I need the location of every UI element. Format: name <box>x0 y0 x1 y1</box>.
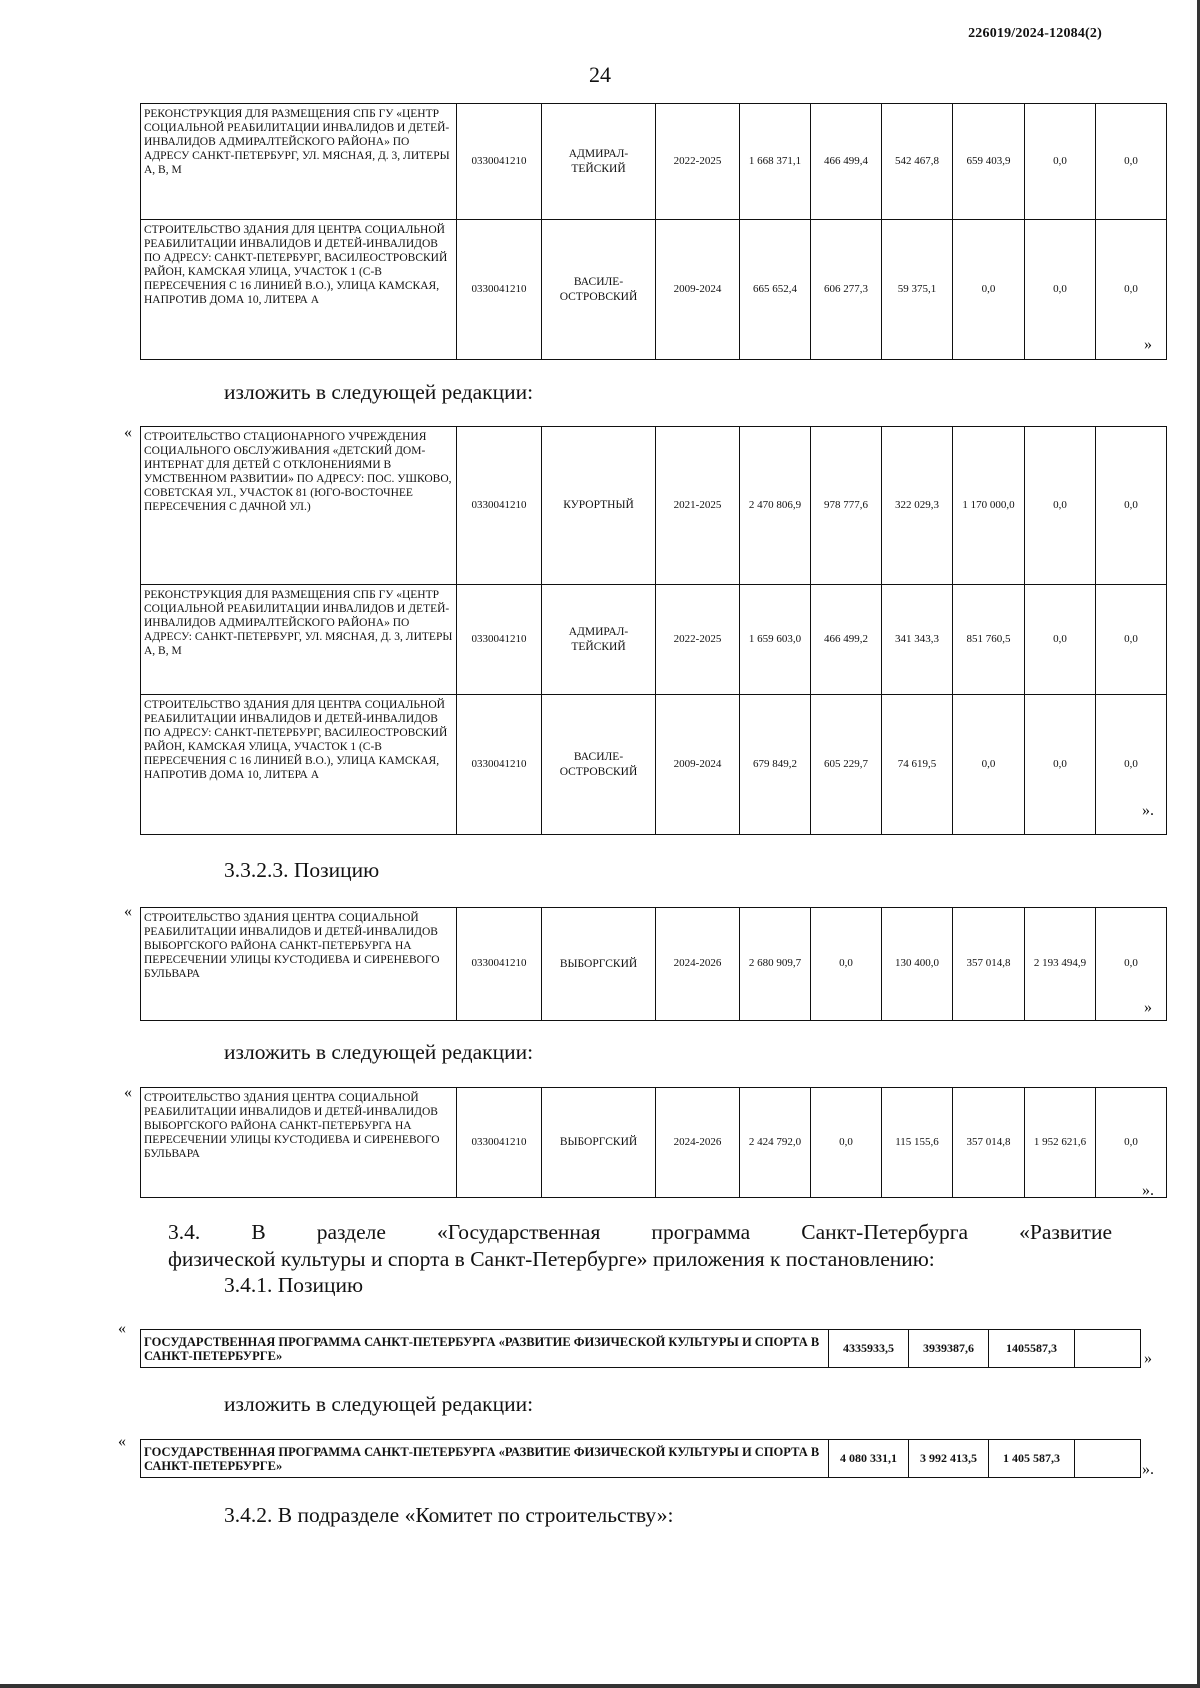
period: 2021-2025 <box>656 427 740 585</box>
year-value: 0,0 <box>1096 427 1167 585</box>
year-value: 0,0 <box>1096 585 1167 695</box>
year-value: 851 760,5 <box>953 585 1025 695</box>
year-value: 130 400,0 <box>882 908 953 1021</box>
total-cost: 2 680 909,7 <box>740 908 811 1021</box>
table-new-position <box>140 1087 1167 1198</box>
document-number: 226019/2024-12084(2) <box>968 26 1102 41</box>
period: 2022-2025 <box>656 585 740 695</box>
opening-quote: « <box>118 1433 126 1450</box>
program-row-new <box>140 1439 1141 1478</box>
program-name: ГОСУДАРСТВЕННАЯ ПРОГРАММА САНКТ-ПЕТЕРБУРГА «РАЗВИТИЕ ФИЗИЧЕСКОЙ КУЛЬТУРЫ И СПОРТА В САНКТ-ПЕТЕРБУРГЕ» <box>141 1440 829 1478</box>
amendment-text: изложить в следующей редакции: <box>224 1392 534 1416</box>
program-row-old <box>140 1329 1141 1368</box>
total-cost: 2 470 806,9 <box>740 427 811 585</box>
program-value <box>1075 1330 1141 1368</box>
total-cost: 679 849,2 <box>740 695 811 835</box>
table-row <box>141 220 1167 360</box>
closing-quote: ». <box>1142 1182 1154 1199</box>
amendment-text: изложить в следующей редакции: <box>224 380 534 404</box>
year-value: 1 952 621,6 <box>1025 1088 1096 1198</box>
year-value: 0,0 <box>1025 104 1096 220</box>
object-name: СТРОИТЕЛЬСТВО ЗДАНИЯ ЦЕНТРА СОЦИАЛЬНОЙ РЕАБИЛИТАЦИИ ИНВАЛИДОВ И ДЕТЕЙ-ИНВАЛИДОВ ВЫБОРГСКОГО РАЙОНА САНКТ-ПЕТЕРБУРГА НА ПЕРЕСЕЧЕНИИ УЛИЦЫ КУСТОДИЕВА И СИРЕНЕВОГО БУЛЬВАРА <box>141 1088 457 1198</box>
year-value: 74 619,5 <box>882 695 953 835</box>
year-value: 605 229,7 <box>811 695 882 835</box>
total-cost: 665 652,4 <box>740 220 811 360</box>
budget-code: 0330041210 <box>457 1088 542 1198</box>
year-value: 0,0 <box>1096 220 1167 360</box>
object-name: РЕКОНСТРУКЦИЯ ДЛЯ РАЗМЕЩЕНИЯ СПБ ГУ «ЦЕНТР СОЦИАЛЬНОЙ РЕАБИЛИТАЦИИ ИНВАЛИДОВ И ДЕТЕЙ-ИНВАЛИДОВ АДМИРАЛТЕЙСКОГО РАЙОНА» ПО АДРЕСУ: САНКТ-ПЕТЕРБУРГ, УЛ. МЯСНАЯ, Д. 3, ЛИТЕРЫ А, В, М <box>141 585 457 695</box>
year-value: 0,0 <box>953 220 1025 360</box>
year-value: 0,0 <box>1025 695 1096 835</box>
program-value: 4335933,5 <box>829 1330 909 1368</box>
table-new-positions <box>140 426 1167 835</box>
table-row <box>141 427 1167 585</box>
year-value: 978 777,6 <box>811 427 882 585</box>
total-cost: 2 424 792,0 <box>740 1088 811 1198</box>
total-cost: 1 668 371,1 <box>740 104 811 220</box>
year-value: 659 403,9 <box>953 104 1025 220</box>
closing-quote: » <box>1144 336 1152 353</box>
year-value: 2 193 494,9 <box>1025 908 1096 1021</box>
closing-quote: ». <box>1142 802 1154 819</box>
district: АДМИРАЛ-ТЕЙСКИЙ <box>542 104 656 220</box>
table-old-position <box>140 907 1167 1021</box>
period: 2024-2026 <box>656 1088 740 1198</box>
year-value: 341 343,3 <box>882 585 953 695</box>
district: ВЫБОРГСКИЙ <box>542 908 656 1021</box>
opening-quote: « <box>118 1320 126 1337</box>
table-row <box>141 585 1167 695</box>
program-value: 3939387,6 <box>909 1330 989 1368</box>
year-value: 0,0 <box>1096 1088 1167 1198</box>
budget-code: 0330041210 <box>457 104 542 220</box>
table-row <box>141 1088 1167 1198</box>
program-value: 3 992 413,5 <box>909 1440 989 1478</box>
budget-code: 0330041210 <box>457 220 542 360</box>
district: АДМИРАЛ-ТЕЙСКИЙ <box>542 585 656 695</box>
table-row <box>141 908 1167 1021</box>
district: КУРОРТНЫЙ <box>542 427 656 585</box>
section-paragraph-line1: 3.4. В разделе «Государственная программа Санкт-Петербурга «Развитие <box>168 1220 1112 1244</box>
year-value: 0,0 <box>1096 908 1167 1021</box>
page-number: 24 <box>589 62 611 87</box>
year-value: 0,0 <box>1025 220 1096 360</box>
object-name: СТРОИТЕЛЬСТВО ЗДАНИЯ ДЛЯ ЦЕНТРА СОЦИАЛЬНОЙ РЕАБИЛИТАЦИИ ИНВАЛИДОВ И ДЕТЕЙ-ИНВАЛИДОВ ПО АДРЕСУ: САНКТ-ПЕТЕРБУРГ, ВАСИЛЕОСТРОВСКИЙ РАЙОН, КАМСКАЯ УЛИЦА, УЧАСТОК 1 (С-В ПЕРЕСЕЧЕНИЯ С 16 ЛИНИЕЙ В.О.), УЛИЦА КАМСКАЯ, НАПРОТИВ ДОМА 10, ЛИТЕРА А <box>141 220 457 360</box>
table-old-positions <box>140 103 1167 360</box>
object-name: СТРОИТЕЛЬСТВО ЗДАНИЯ ДЛЯ ЦЕНТРА СОЦИАЛЬНОЙ РЕАБИЛИТАЦИИ ИНВАЛИДОВ И ДЕТЕЙ-ИНВАЛИДОВ ПО АДРЕСУ: САНКТ-ПЕТЕРБУРГ, ВАСИЛЕОСТРОВСКИЙ РАЙОН, КАМСКАЯ УЛИЦА, УЧАСТОК 1 (С-В ПЕРЕСЕЧЕНИЯ С 16 ЛИНИЕЙ В.О.), УЛИЦА КАМСКАЯ, НАПРОТИВ ДОМА 10, ЛИТЕРА А <box>141 695 457 835</box>
year-value: 357 014,8 <box>953 908 1025 1021</box>
budget-code: 0330041210 <box>457 908 542 1021</box>
year-value: 0,0 <box>811 1088 882 1198</box>
year-value: 0,0 <box>953 695 1025 835</box>
closing-quote: ». <box>1142 1461 1154 1478</box>
year-value: 606 277,3 <box>811 220 882 360</box>
amendment-text: изложить в следующей редакции: <box>224 1040 534 1064</box>
year-value: 0,0 <box>1025 585 1096 695</box>
year-value: 466 499,4 <box>811 104 882 220</box>
year-value: 0,0 <box>811 908 882 1021</box>
object-name: СТРОИТЕЛЬСТВО ЗДАНИЯ ЦЕНТРА СОЦИАЛЬНОЙ РЕАБИЛИТАЦИИ ИНВАЛИДОВ И ДЕТЕЙ-ИНВАЛИДОВ ВЫБОРГСКОГО РАЙОНА САНКТ-ПЕТЕРБУРГА НА ПЕРЕСЕЧЕНИИ УЛИЦЫ КУСТОДИЕВА И СИРЕНЕВОГО БУЛЬВАРА <box>141 908 457 1021</box>
scan-bottom-edge <box>0 1684 1200 1688</box>
program-value: 1 405 587,3 <box>989 1440 1075 1478</box>
district: ВЫБОРГСКИЙ <box>542 1088 656 1198</box>
year-value: 322 029,3 <box>882 427 953 585</box>
district: ВАСИЛЕ-ОСТРОВСКИЙ <box>542 695 656 835</box>
section-heading: 3.4.1. Позицию <box>224 1273 364 1297</box>
table-row <box>141 104 1167 220</box>
object-name: СТРОИТЕЛЬСТВО СТАЦИОНАРНОГО УЧРЕЖДЕНИЯ СОЦИАЛЬНОГО ОБСЛУЖИВАНИЯ «ДЕТСКИЙ ДОМ-ИНТЕРНАТ ДЛЯ ДЕТЕЙ С ОТКЛОНЕНИЯМИ В УМСТВЕННОМ РАЗВИТИИ» ПО АДРЕСУ: ПОС. УШКОВО, СОВЕТСКАЯ УЛ., УЧАСТОК 81 (ЮГО-ВОСТОЧНЕЕ ПЕРЕСЕЧЕНИЯ С ДАЧНОЙ УЛ.) <box>141 427 457 585</box>
program-value <box>1075 1440 1141 1478</box>
budget-code: 0330041210 <box>457 585 542 695</box>
section-heading: 3.3.2.3. Позицию <box>224 858 380 882</box>
table-row <box>141 1330 1141 1368</box>
closing-quote: » <box>1144 999 1152 1016</box>
section-paragraph-line2: физической культуры и спорта в Санкт-Петербурге» приложения к постановлению: <box>168 1247 935 1271</box>
year-value: 466 499,2 <box>811 585 882 695</box>
period: 2022-2025 <box>656 104 740 220</box>
year-value: 59 375,1 <box>882 220 953 360</box>
period: 2024-2026 <box>656 908 740 1021</box>
table-row <box>141 695 1167 835</box>
total-cost: 1 659 603,0 <box>740 585 811 695</box>
budget-code: 0330041210 <box>457 695 542 835</box>
year-value: 0,0 <box>1025 427 1096 585</box>
section-heading: 3.4.2. В подразделе «Комитет по строительству»: <box>224 1503 674 1527</box>
year-value: 1 170 000,0 <box>953 427 1025 585</box>
district: ВАСИЛЕ-ОСТРОВСКИЙ <box>542 220 656 360</box>
year-value: 115 155,6 <box>882 1088 953 1198</box>
period: 2009-2024 <box>656 695 740 835</box>
year-value: 0,0 <box>1096 695 1167 835</box>
opening-quote: « <box>124 903 132 920</box>
year-value: 357 014,8 <box>953 1088 1025 1198</box>
program-value: 1405587,3 <box>989 1330 1075 1368</box>
budget-code: 0330041210 <box>457 427 542 585</box>
table-row <box>141 1440 1141 1478</box>
closing-quote: » <box>1144 1350 1152 1367</box>
opening-quote: « <box>124 424 132 441</box>
year-value: 542 467,8 <box>882 104 953 220</box>
program-value: 4 080 331,1 <box>829 1440 909 1478</box>
opening-quote: « <box>124 1084 132 1101</box>
year-value: 0,0 <box>1096 104 1167 220</box>
object-name: РЕКОНСТРУКЦИЯ ДЛЯ РАЗМЕЩЕНИЯ СПБ ГУ «ЦЕНТР СОЦИАЛЬНОЙ РЕАБИЛИТАЦИИ ИНВАЛИДОВ И ДЕТЕЙ-ИНВАЛИДОВ АДМИРАЛТЕЙСКОГО РАЙОНА» ПО АДРЕСУ САНКТ-ПЕТЕРБУРГ, УЛ. МЯСНАЯ, Д. 3, ЛИТЕРЫ А, В, М <box>141 104 457 220</box>
program-name: ГОСУДАРСТВЕННАЯ ПРОГРАММА САНКТ-ПЕТЕРБУРГА «РАЗВИТИЕ ФИЗИЧЕСКОЙ КУЛЬТУРЫ И СПОРТА В САНКТ-ПЕТЕРБУРГЕ» <box>141 1330 829 1368</box>
period: 2009-2024 <box>656 220 740 360</box>
